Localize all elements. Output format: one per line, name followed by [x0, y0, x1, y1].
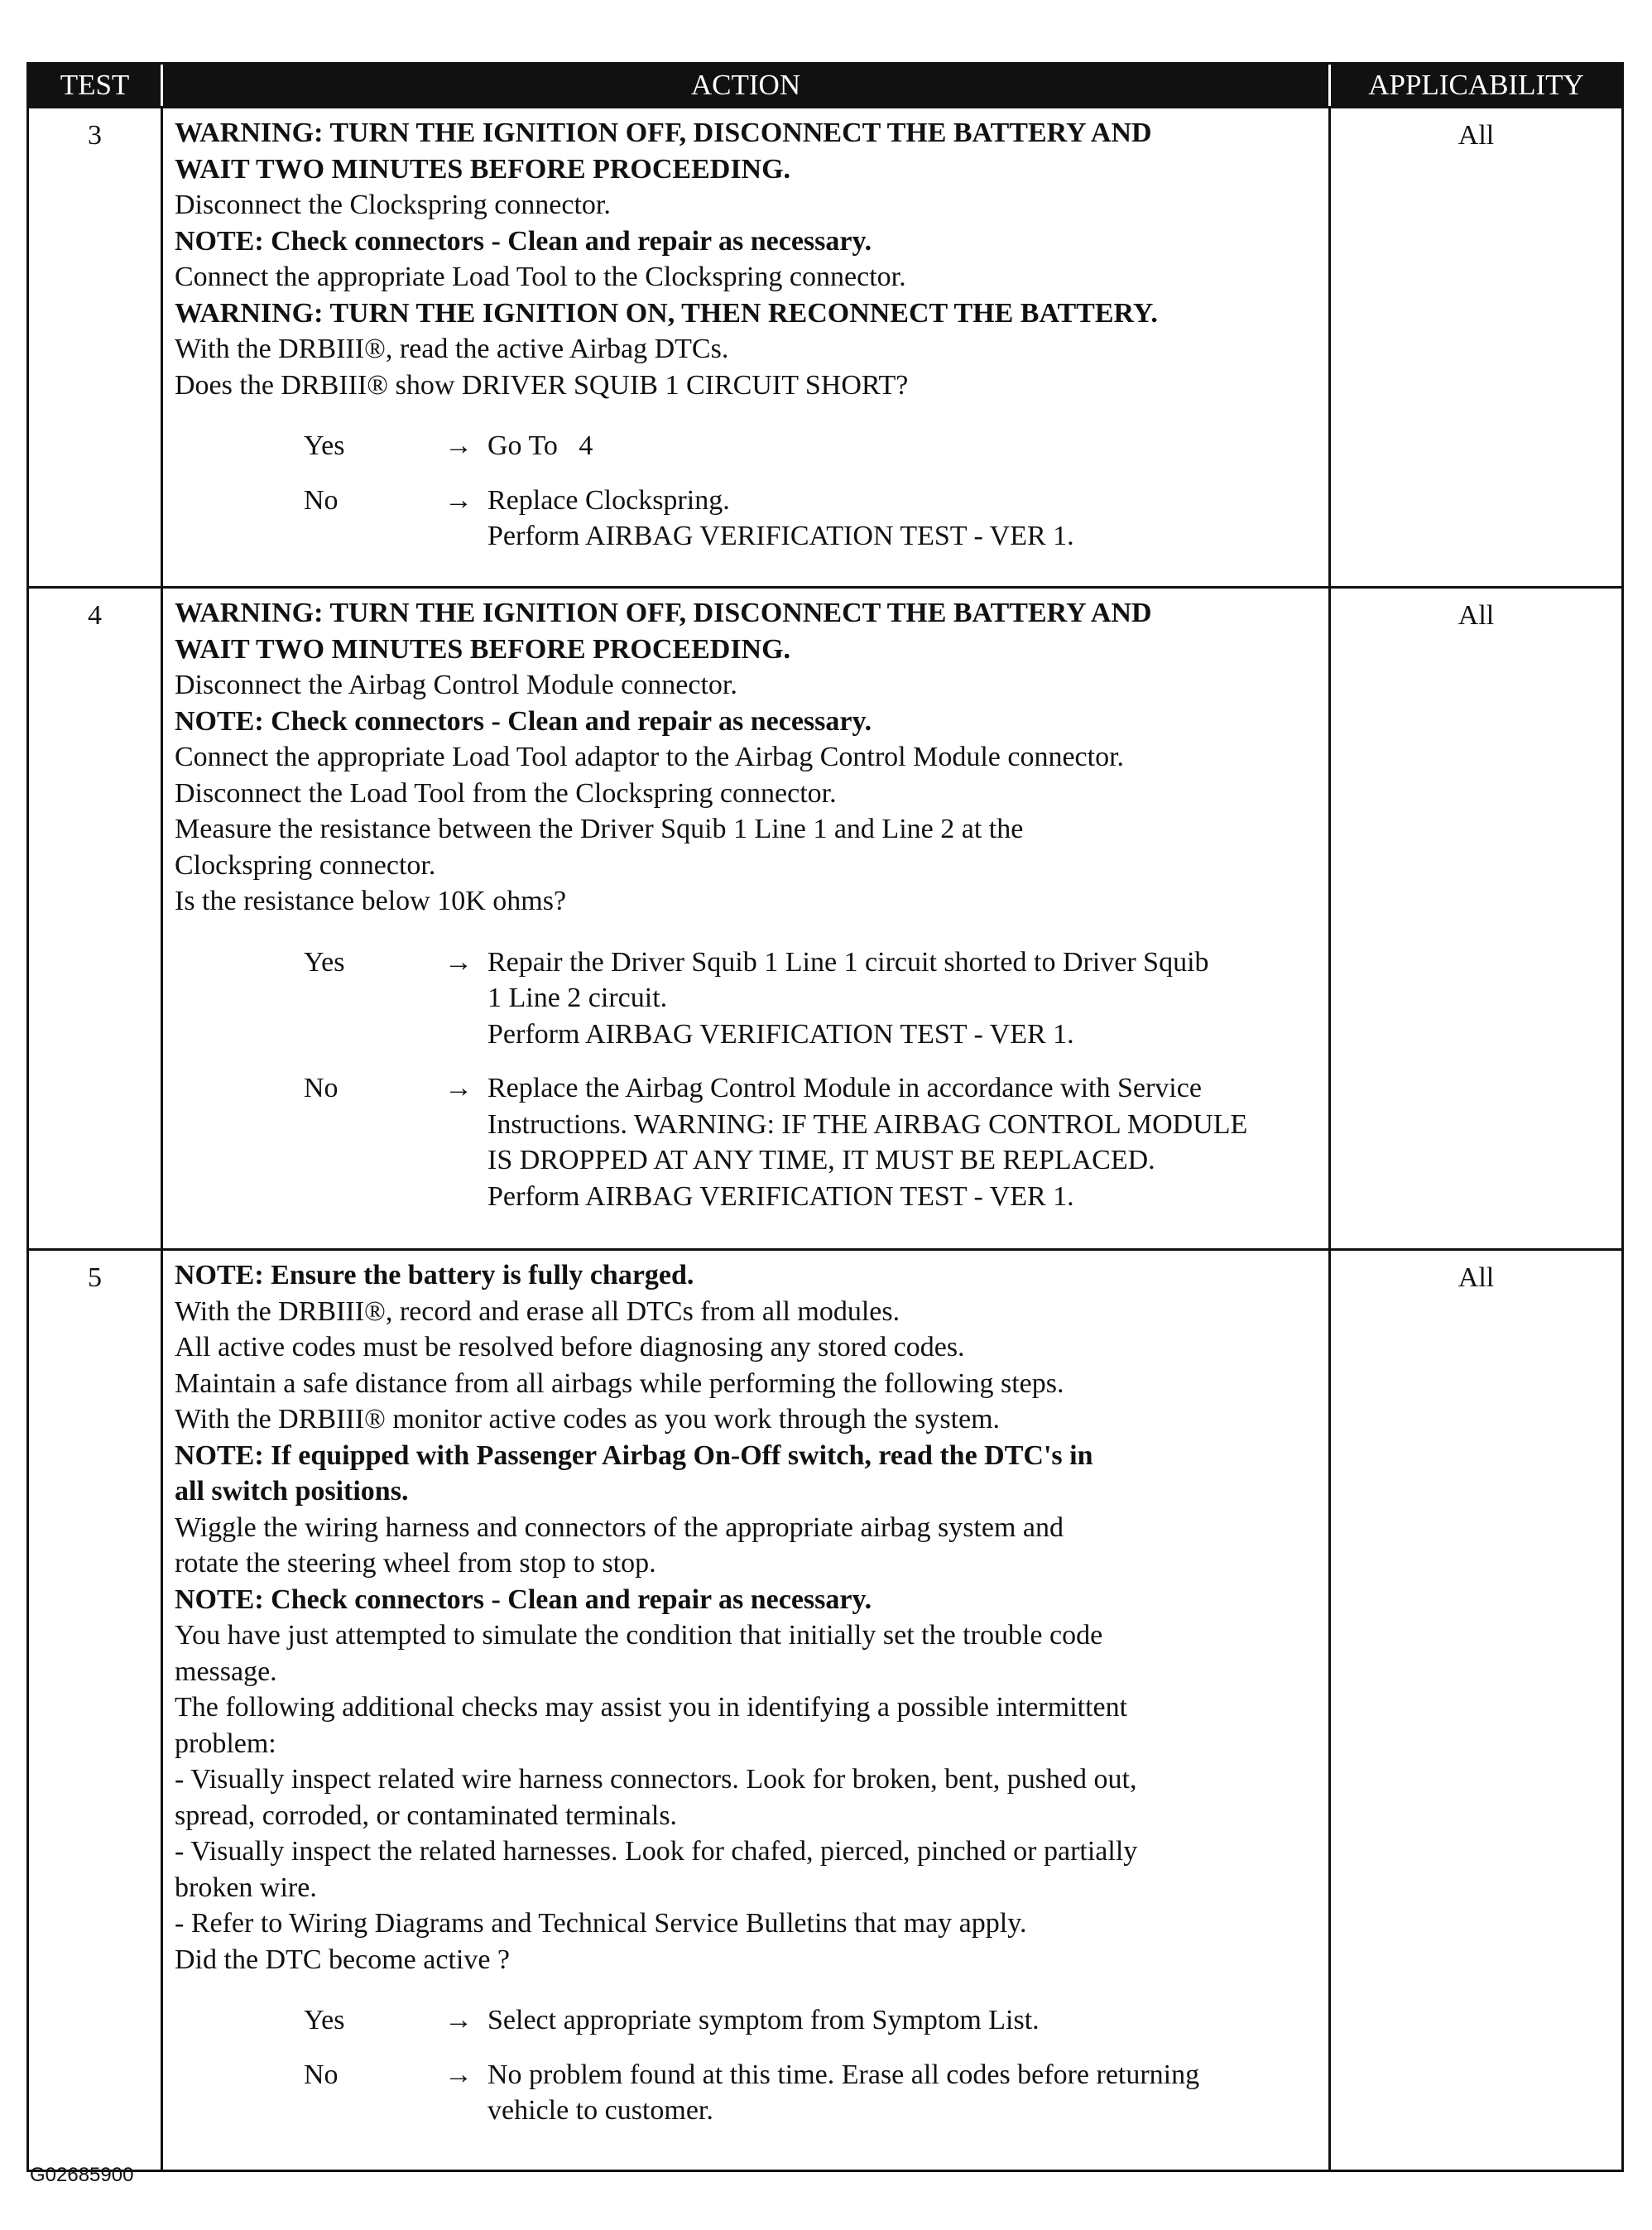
instruction-line: Measure the resistance between the Driver Squib 1 Line 1 and Line 2 at the [175, 814, 1024, 844]
outcome-label: Yes [304, 946, 345, 978]
instruction-note: NOTE: Ensure the battery is fully charged. [175, 1260, 694, 1290]
instruction-note: NOTE: Check connectors - Clean and repair as necessary. [175, 1584, 872, 1615]
outcome-line: No problem found at this time. Erase all codes before returning [487, 2059, 1200, 2090]
instruction-line: Wiggle the wiring harness and connectors of the appropriate airbag system and [175, 1511, 1064, 1543]
outcome-line: Replace the Airbag Control Module in accordance with Service [487, 1073, 1202, 1103]
figure-code: G02685900 [30, 2164, 134, 2186]
instruction-line: Disconnect the Load Tool from the Clockspring connector. [175, 777, 837, 809]
instruction-line: - Visually inspect the related harnesses. Look for chafed, pierced, pinched or partially [175, 1836, 1138, 1867]
applicability-cell: All [1458, 120, 1495, 151]
instruction-line: Is the resistance below 10K ohms? [175, 886, 567, 916]
header-test: TEST [29, 65, 163, 106]
instruction-line: Disconnect the Airbag Control Module connector. [175, 670, 737, 700]
outcome-label: No [304, 484, 339, 516]
table-body [29, 106, 1621, 2170]
table-row [29, 106, 1621, 586]
instruction-line: The following additional checks may assist you in identifying a possible intermittent [175, 1692, 1128, 1723]
header-applicability: APPLICABILITY [1368, 69, 1584, 101]
outcome-no [175, 483, 1318, 555]
action-cell [163, 1251, 1331, 2170]
outcome-result [487, 2002, 1318, 2039]
outcome-yes [175, 428, 1318, 464]
instruction-note: WARNING: TURN THE IGNITION OFF, DISCONNECT THE BATTERY AND [175, 598, 1152, 628]
outcome-yes [175, 944, 1318, 1053]
instruction-line: broken wire. [175, 1872, 317, 1903]
instruction-line: Did the DTC become active ? [175, 1944, 511, 1975]
right-arrow-icon: → [444, 2005, 473, 2035]
outcome-yes [175, 2002, 1318, 2039]
instruction-line: All active codes must be resolved before diagnosing any stored codes. [175, 1332, 965, 1363]
applicability-cell: All [1458, 1262, 1495, 1293]
outcome-label: No [304, 2059, 339, 2090]
outcome-label: Yes [304, 430, 345, 461]
instruction-note: NOTE: If equipped with Passenger Airbag On-Off switch, read the DTC's in [175, 1439, 1093, 1471]
instruction-note: WAIT TWO MINUTES BEFORE PROCEEDING. [175, 633, 791, 665]
table-row [29, 1248, 1621, 2170]
outcome-line: Perform AIRBAG VERIFICATION TEST - VER 1. [487, 1018, 1074, 1050]
instruction-note: NOTE: Check connectors - Clean and repair as necessary. [175, 225, 872, 257]
outcome-line: Repair the Driver Squib 1 Line 1 circuit shorted to Driver Squib [487, 946, 1209, 978]
test-number: 3 [29, 108, 163, 586]
outcome-no [175, 2057, 1318, 2129]
instruction-line: message. [175, 1656, 277, 1687]
instruction-line: - Visually inspect related wire harness connectors. Look for broken, bent, pushed out, [175, 1764, 1137, 1795]
outcome-line: Select appropriate symptom from Symptom List. [487, 2005, 1040, 2035]
diagnostic-test-table [26, 62, 1624, 2172]
outcome-line: IS DROPPED AT ANY TIME, IT MUST BE REPLACED. [487, 1145, 1155, 1175]
outcome-label: Yes [304, 2005, 345, 2035]
instruction-note: WARNING: TURN THE IGNITION OFF, DISCONNECT THE BATTERY AND [175, 118, 1152, 148]
instruction-line: With the DRBIII®, read the active Airbag DTCs. [175, 334, 729, 364]
right-arrow-icon: → [444, 946, 473, 978]
outcome-result [487, 2057, 1318, 2129]
instruction-line: Does the DRBIII® show DRIVER SQUIB 1 CIRCUIT SHORT? [175, 369, 909, 401]
action-cell [163, 108, 1331, 586]
outcome-line: vehicle to customer. [487, 2095, 713, 2126]
instruction-line: Disconnect the Clockspring connector. [175, 190, 611, 220]
outcome-result [487, 483, 1318, 555]
outcome-no [175, 1070, 1318, 1214]
test-number: 5 [29, 1251, 163, 2170]
instruction-line: Connect the appropriate Load Tool to the Clockspring connector. [175, 262, 906, 292]
outcome-line: Perform AIRBAG VERIFICATION TEST - VER 1. [487, 1180, 1074, 1212]
instruction-line: - Refer to Wiring Diagrams and Technical Service Bulletins that may apply. [175, 1908, 1027, 1939]
right-arrow-icon: → [444, 1073, 473, 1103]
outcome-label: No [304, 1073, 339, 1103]
outcome-result [487, 1070, 1318, 1214]
instruction-line: problem: [175, 1728, 276, 1759]
table-row [29, 586, 1621, 1248]
right-arrow-icon: → [444, 484, 473, 516]
test-number: 4 [29, 589, 163, 1248]
action-cell [163, 589, 1331, 1248]
instruction-line: spread, corroded, or contaminated terminals. [175, 1800, 678, 1831]
instruction-line: rotate the steering wheel from stop to stop. [175, 1548, 656, 1579]
instruction-note: WAIT TWO MINUTES BEFORE PROCEEDING. [175, 153, 791, 185]
instruction-note: WARNING: TURN THE IGNITION ON, THEN RECONNECT THE BATTERY. [175, 297, 1158, 329]
instruction-line: You have just attempted to simulate the condition that initially set the trouble code [175, 1620, 1103, 1651]
applicability-cell: All [1458, 600, 1495, 631]
table-header [29, 65, 1621, 106]
instruction-line: Connect the appropriate Load Tool adaptor to the Airbag Control Module connector. [175, 742, 1125, 772]
header-action: ACTION [163, 65, 1331, 106]
instruction-note: NOTE: Check connectors - Clean and repair as necessary. [175, 705, 872, 737]
right-arrow-icon: → [444, 2059, 473, 2090]
outcome-line: Perform AIRBAG VERIFICATION TEST - VER 1. [487, 521, 1074, 551]
instruction-note: all switch positions. [175, 1476, 409, 1507]
instruction-line: With the DRBIII®, record and erase all DTCs from all modules. [175, 1295, 900, 1327]
outcome-line: Instructions. WARNING: IF THE AIRBAG CONTROL MODULE [487, 1108, 1248, 1140]
outcome-line: Go To 4 [487, 430, 593, 461]
instruction-line: Clockspring connector. [175, 849, 436, 881]
outcome-result [487, 944, 1318, 1053]
outcome-line: 1 Line 2 circuit. [487, 983, 668, 1013]
instruction-line: With the DRBIII® monitor active codes as you work through the system. [175, 1404, 1001, 1435]
right-arrow-icon: → [444, 430, 473, 461]
outcome-line: Replace Clockspring. [487, 484, 730, 516]
instruction-line: Maintain a safe distance from all airbags while performing the following steps. [175, 1367, 1064, 1399]
outcome-result [487, 428, 1318, 464]
